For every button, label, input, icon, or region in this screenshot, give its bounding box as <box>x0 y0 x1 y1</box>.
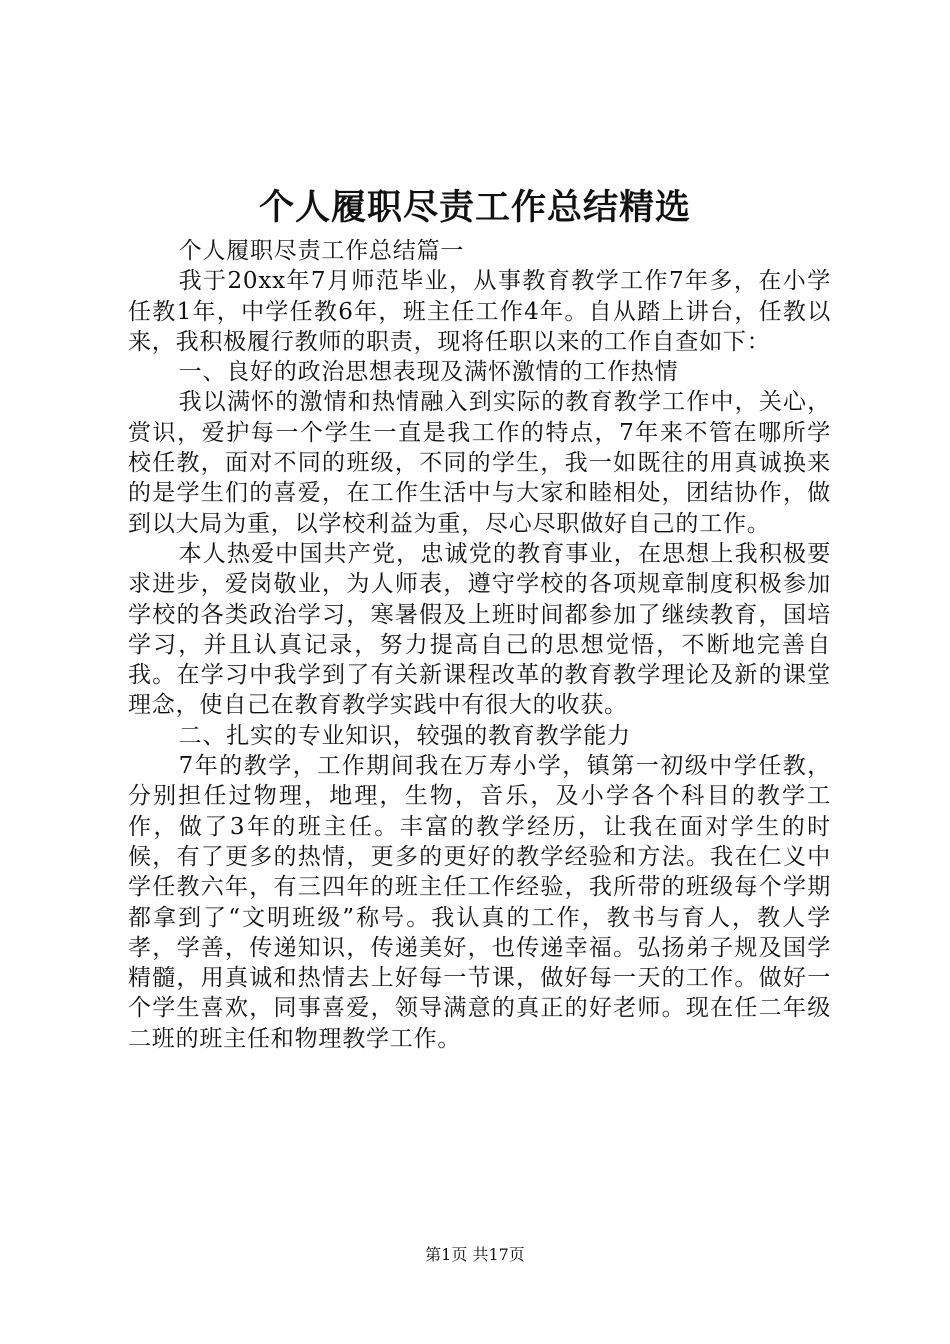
paragraph: 本人热爱中国共产党，忠诚党的教育事业，在思想上我积极要求进步，爱岗敬业，为人师表，遵守学校的各项规章制度积极参加学校的各类政治学习，寒暑假及上班时间都参加了继续教育，国培学习，并且认真记录，努力提高自己的思想觉悟，不断地完善自我。在学习中我学到了有关新课程改革的教育教学理论及新的课堂理念，使自己在教育教学实践中有很大的收获。 <box>128 540 831 719</box>
paragraph: 我于20xx年7月师范毕业，从事教育教学工作7年多，在小学任教1年，中学任教6年，班主任工作4年。自从踏上讲台，任教以来，我积极履行教师的职责，现将任职以来的工作自查如下： <box>128 268 831 355</box>
paragraph: 7年的教学，工作期间我在万寿小学，镇第一初级中学任教，分别担任过物理，地理，生物，音乐，及小学各个科目的教学工作，做了3年的班主任。丰富的教学经历，让我在面对学生的时候，有了更多的热情，更多的更好的教学经验和方法。我在仁义中学任教六年，有三四年的班主任工作经验，我所带的班级每个学期都拿到了“文明班级”称号。我认真的工作，教书与育人，教人学孝，学善，传递知识，传递美好，也传递幸福。弘扬弟子规及国学精髓，用真诚和热情去上好每一节课，做好每一天的工作。做好一个学生喜欢，同事喜爱，领导满意的真正的好老师。现在任二年级二班的班主任和物理教学工作。 <box>128 753 831 1052</box>
document-body <box>128 236 831 1054</box>
page-footer: 第1页 共17页 <box>425 1245 525 1264</box>
section-heading: 一、良好的政治思想表现及满怀激情的工作热情 <box>178 359 679 386</box>
paragraph: 我以满怀的激情和热情融入到实际的教育教学工作中，关心，赏识，爱护每一个学生一直是我工作的特点，7年来不管在哪所学校任教，面对不同的班级，不同的学生，我一如既往的用真诚换来的是学生们的喜爱，在工作生活中与大家和睦相处，团结协作，做到以大局为重，以学校利益为重，尽心尽职做好自己的工作。 <box>128 389 831 537</box>
section-heading: 二、扎实的专业知识，较强的教育教学能力 <box>178 722 631 749</box>
document-title: 个人履职尽责工作总结精选 <box>258 187 691 228</box>
section-heading: 个人履职尽责工作总结篇一 <box>178 238 465 264</box>
